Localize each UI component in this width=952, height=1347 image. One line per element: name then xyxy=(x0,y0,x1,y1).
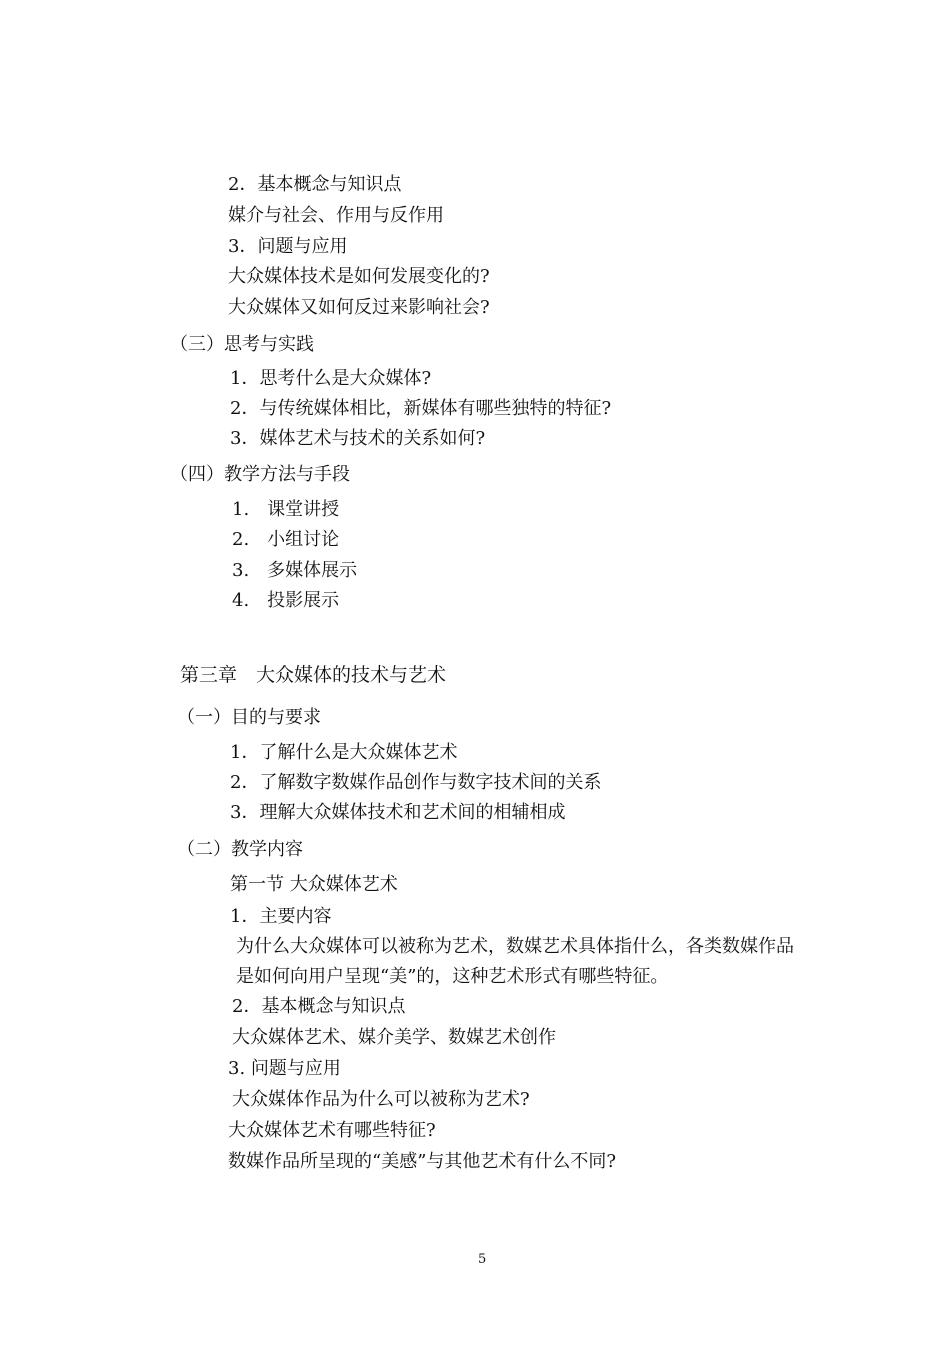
concepts-text-prev: 媒介与社会、作用与反作用 xyxy=(228,205,444,226)
goal-item: 2．了解数字数媒作品创作与数字技术间的关系 xyxy=(230,772,602,793)
concepts-text: 大众媒体艺术、媒介美学、数媒艺术创作 xyxy=(232,1027,556,1048)
apply-heading: 3. 问题与应用 xyxy=(228,1058,341,1079)
method-item: 2. 小组讨论 xyxy=(232,529,340,550)
question-line: 大众媒体艺术有哪些特征? xyxy=(228,1120,436,1141)
question-line: 大众媒体技术是如何发展变化的? xyxy=(228,266,490,287)
practice-item: 1．思考什么是大众媒体? xyxy=(230,368,432,389)
method-item: 4. 投影展示 xyxy=(232,590,340,611)
concepts-heading-prev: 2．基本概念与知识点 xyxy=(228,174,402,195)
method-item: 3. 多媒体展示 xyxy=(232,560,358,581)
question-line: 数媒作品所呈现的“美感”与其他艺术有什么不同? xyxy=(228,1151,617,1172)
goal-item: 1．了解什么是大众媒体艺术 xyxy=(230,742,458,763)
chapter-title: 第三章 大众媒体的技术与艺术 xyxy=(180,664,447,686)
goal-item: 3．理解大众媒体技术和艺术间的相辅相成 xyxy=(230,802,566,823)
section-heading-practice: （三）思考与实践 xyxy=(170,334,314,355)
section-heading-content: （二）教学内容 xyxy=(177,839,303,860)
page-number: 5 xyxy=(478,1252,487,1267)
concepts-heading: 2．基本概念与知识点 xyxy=(232,996,406,1017)
section-heading-methods: （四）教学方法与手段 xyxy=(170,464,350,485)
main-content-heading: 1．主要内容 xyxy=(230,906,332,927)
question-line: 大众媒体又如何反过来影响社会? xyxy=(228,297,490,318)
section-heading-goals: （一）目的与要求 xyxy=(177,707,321,728)
paragraph-line: 为什么大众媒体可以被称为艺术，数媒艺术具体指什么，各类数媒作品 xyxy=(236,936,794,957)
paragraph-line: 是如何向用户呈现“美”的，这种艺术形式有哪些特征。 xyxy=(236,966,669,987)
practice-item: 2．与传统媒体相比，新媒体有哪些独特的特征? xyxy=(230,398,612,419)
method-item: 1. 课堂讲授 xyxy=(232,499,340,520)
question-line: 大众媒体作品为什么可以被称为艺术? xyxy=(232,1089,530,1110)
subsection-title: 第一节 大众媒体艺术 xyxy=(230,874,398,895)
practice-item: 3．媒体艺术与技术的关系如何? xyxy=(230,428,486,449)
apply-heading-prev: 3．问题与应用 xyxy=(228,236,348,257)
